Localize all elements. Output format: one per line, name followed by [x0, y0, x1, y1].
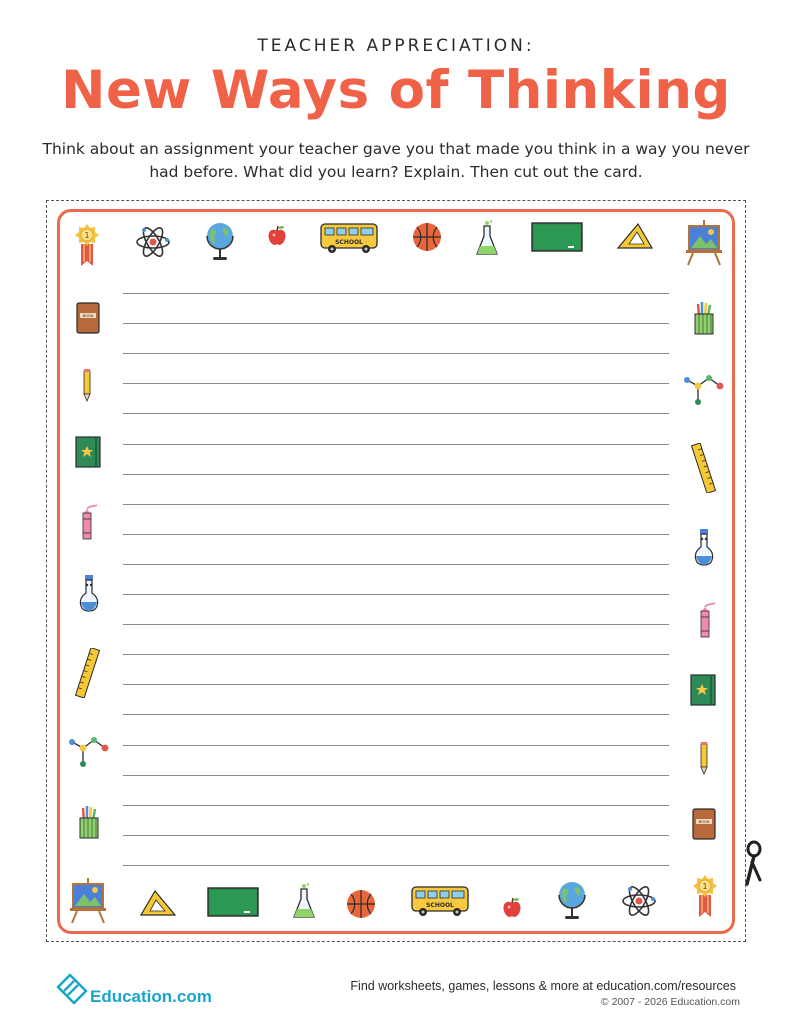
- instructions: Think about an assignment your teacher gave you that made you think in a way you never had before. What did you learn? Explain. Then cut out the card.: [42, 140, 750, 181]
- medal-number: 1: [84, 231, 90, 240]
- education-logo-icon: [55, 972, 89, 1006]
- apple-icon: [501, 896, 523, 920]
- writing-line: [123, 564, 669, 565]
- flask-icon: [475, 220, 499, 258]
- crayon-icon: [78, 503, 100, 541]
- easel-icon: [684, 218, 724, 266]
- book-icon: [76, 302, 100, 334]
- molecule-icon: [682, 370, 726, 408]
- triangle-ruler-icon: [616, 222, 654, 252]
- writing-line: [123, 745, 669, 746]
- globe-icon: [203, 221, 237, 263]
- writing-line: [123, 353, 669, 354]
- writing-line: [123, 413, 669, 414]
- easel-icon: [68, 876, 108, 924]
- pencil-cup-icon: [691, 300, 717, 336]
- writing-line: [123, 534, 669, 535]
- bus-label: SCHOOL: [335, 239, 363, 246]
- book-icon: [692, 808, 716, 840]
- pencil-cup-icon: [76, 804, 102, 840]
- writing-line: [123, 865, 669, 866]
- pencil-icon: [699, 741, 709, 775]
- chalkboard-icon: [207, 887, 259, 919]
- book-label: BOOK: [698, 820, 710, 824]
- page-title: New Ways of Thinking: [61, 60, 731, 121]
- writing-line: [123, 323, 669, 324]
- apple-icon: [266, 224, 288, 248]
- page-kicker: TEACHER APPRECIATION:: [257, 36, 535, 56]
- atom-icon: [134, 223, 172, 261]
- scissors-icon: [741, 840, 767, 888]
- flask-icon: [692, 527, 716, 569]
- bus-label: SCHOOL: [426, 902, 454, 909]
- ruler-icon: [690, 443, 718, 493]
- notebook-icon: [74, 436, 102, 468]
- triangle-ruler-icon: [139, 889, 177, 919]
- writing-line: [123, 474, 669, 475]
- flask-icon: [292, 883, 316, 921]
- writing-line: [123, 504, 669, 505]
- brand-name: Education.com: [90, 987, 212, 1006]
- medal-icon: [690, 873, 720, 919]
- chalkboard-icon: [531, 222, 583, 254]
- footer-resources-text: Find worksheets, games, lessons & more at education.com/resources: [350, 979, 736, 993]
- atom-icon: [620, 882, 658, 920]
- notebook-icon: [689, 674, 717, 706]
- writing-line: [123, 293, 669, 294]
- globe-icon: [555, 880, 589, 922]
- molecule-icon: [67, 732, 111, 770]
- basketball-icon: [345, 888, 377, 920]
- school-bus-icon: [409, 883, 473, 921]
- writing-line: [123, 684, 669, 685]
- ruler-icon: [74, 648, 102, 698]
- school-bus-icon: [318, 220, 382, 258]
- flask-icon: [77, 573, 101, 615]
- writing-line: [123, 444, 669, 445]
- writing-line: [123, 654, 669, 655]
- medal-icon: [72, 222, 102, 268]
- writing-line: [123, 805, 669, 806]
- writing-line: [123, 835, 669, 836]
- writing-line: [123, 594, 669, 595]
- footer-copyright: © 2007 - 2026 Education.com: [600, 996, 740, 1008]
- writing-line: [123, 383, 669, 384]
- writing-line: [123, 714, 669, 715]
- writing-line: [123, 775, 669, 776]
- basketball-icon: [411, 221, 443, 253]
- book-label: BOOK: [82, 314, 94, 318]
- pencil-icon: [82, 368, 92, 402]
- crayon-icon: [696, 601, 718, 639]
- card-frame: [57, 209, 735, 934]
- writing-line: [123, 624, 669, 625]
- medal-number: 1: [702, 882, 708, 891]
